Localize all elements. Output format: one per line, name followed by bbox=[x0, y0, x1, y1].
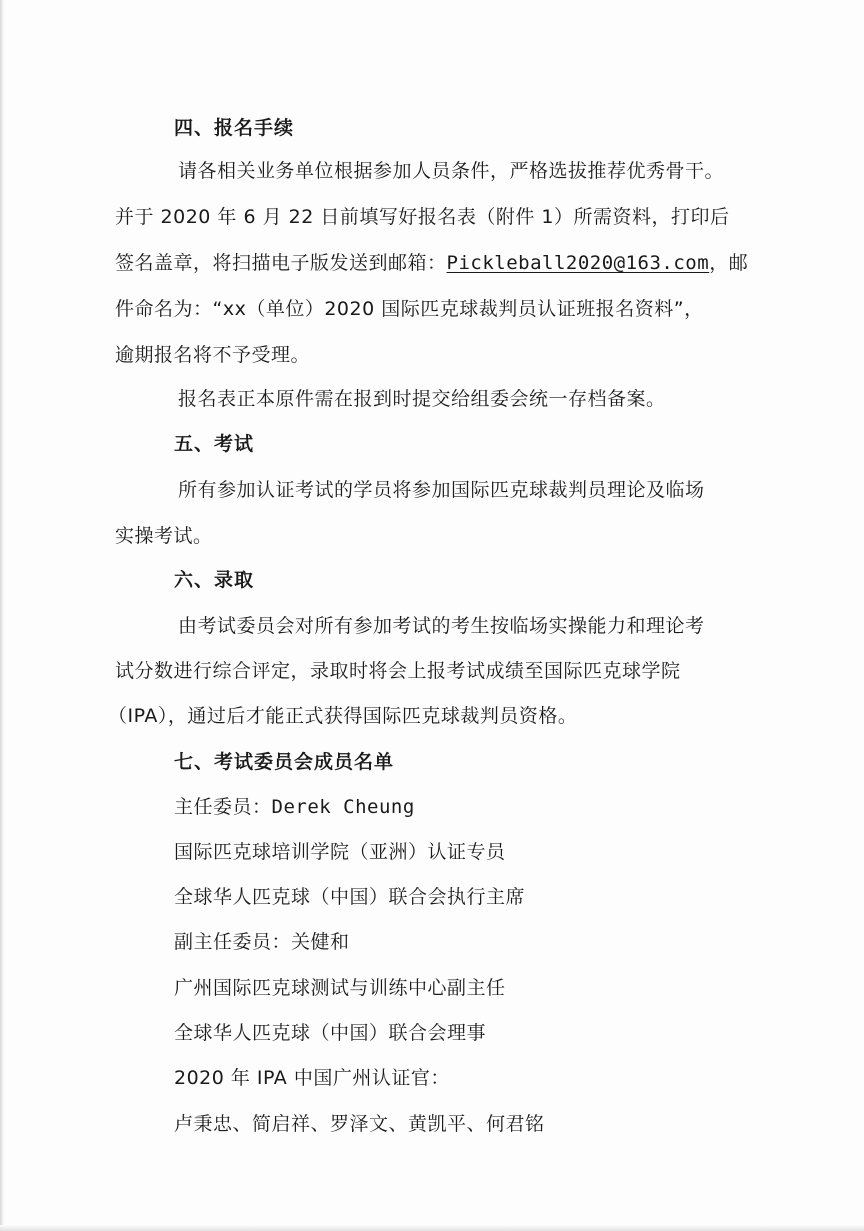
paragraph-line: 件命名为：“xx（单位）2020 国际匹克球裁判员认证班报名资料”， bbox=[115, 298, 704, 320]
certifier-names: 卢秉忠、简启祥、罗泽文、黄凯平、何君铭 bbox=[174, 1113, 545, 1135]
paragraph-line: 所有参加认证考试的学员将参加国际匹克球裁判员理论及临场 bbox=[178, 479, 705, 501]
paragraph-line: （IPA），通过后才能正式获得国际匹克球裁判员资格。 bbox=[108, 705, 578, 727]
section-heading-admission: 六、录取 bbox=[174, 569, 255, 591]
chair-title: 国际匹克球培训学院（亚洲）认证专员 bbox=[174, 841, 506, 863]
scan-edge-bottom bbox=[0, 1225, 864, 1231]
paragraph-line: 并于 2020 年 6 月 22 日前填写好报名表（附件 1）所需资料，打印后 bbox=[115, 206, 730, 228]
section-heading-committee: 七、考试委员会成员名单 bbox=[174, 751, 395, 773]
vice-chair-title: 广州国际匹克球测试与训练中心副主任 bbox=[174, 977, 506, 999]
certifier-label: 2020 年 IPA 中国广州认证官： bbox=[174, 1067, 450, 1089]
paragraph-line-with-email bbox=[115, 251, 748, 275]
chair-title: 全球华人匹克球（中国）联合会执行主席 bbox=[174, 886, 526, 908]
chair-label: 主任委员： bbox=[174, 796, 272, 818]
vice-chair: 副主任委员：关健和 bbox=[174, 931, 350, 953]
committee-chair bbox=[174, 795, 415, 819]
paragraph-line: 实操考试。 bbox=[115, 525, 213, 547]
paragraph-text: ，邮 bbox=[709, 252, 749, 274]
paragraph-line: 报名表正本原件需在报到时提交给组委会统一存档备案。 bbox=[178, 388, 666, 410]
paragraph-line: 逾期报名将不予受理。 bbox=[115, 344, 311, 366]
paragraph-line: 试分数进行综合评定，录取时将会上报考试成绩至国际匹克球学院 bbox=[115, 660, 681, 682]
email-link[interactable]: Pickleball2020@163.com bbox=[446, 252, 710, 274]
scan-edge-left bbox=[0, 0, 4, 1231]
vice-chair-title: 全球华人匹克球（中国）联合会理事 bbox=[174, 1022, 487, 1044]
paragraph-line: 请各相关业务单位根据参加人员条件，严格选拔推荐优秀骨干。 bbox=[178, 160, 725, 182]
chair-name: Derek Cheung bbox=[271, 796, 415, 818]
paragraph-line: 由考试委员会对所有参加考试的考生按临场实操能力和理论考 bbox=[178, 615, 705, 637]
section-heading-registration: 四、报名手续 bbox=[174, 117, 295, 139]
paragraph-text: 签名盖章，将扫描电子版发送到邮箱： bbox=[115, 252, 447, 274]
section-heading-exam: 五、考试 bbox=[174, 433, 255, 455]
